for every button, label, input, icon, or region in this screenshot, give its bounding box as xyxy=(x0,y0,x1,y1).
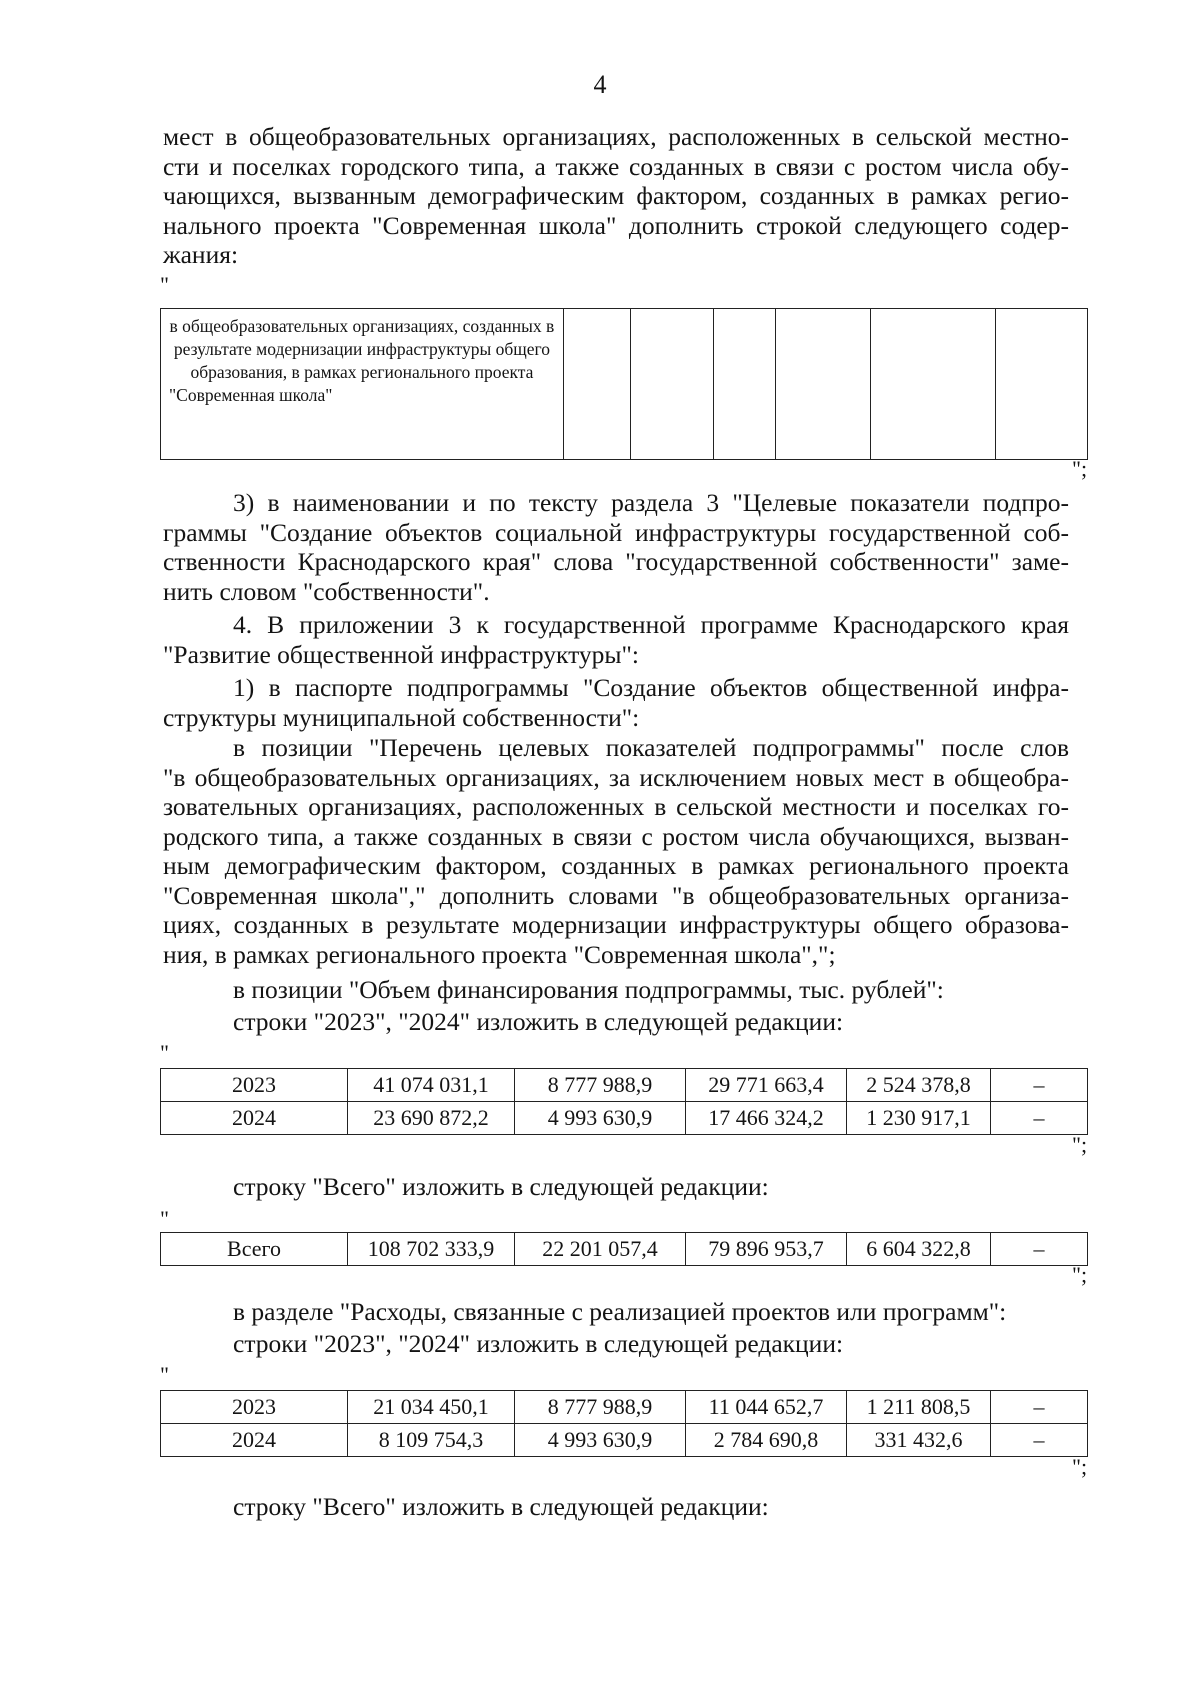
text-line: зовательных организациях, расположенных в сельской местности и поселках го- xyxy=(163,792,1069,821)
table-cell-dash: – xyxy=(991,1233,1088,1266)
table-cell-value: 1 211 808,5 xyxy=(847,1391,991,1424)
paragraph-position xyxy=(163,733,1069,969)
table-cell-value: 29 771 663,4 xyxy=(686,1069,847,1102)
table-cell-value: 23 690 872,2 xyxy=(348,1102,515,1135)
indicator-table xyxy=(160,308,1088,460)
financing-table xyxy=(160,1068,1088,1135)
table-cell-value: 22 201 057,4 xyxy=(515,1233,686,1266)
table-cell-empty xyxy=(995,309,1087,460)
table-cell-empty xyxy=(630,309,713,460)
opening-quote: " xyxy=(160,1362,169,1387)
text-line-total-2: строку "Всего" изложить в следующей редакции: xyxy=(233,1492,769,1521)
table-cell-description: в общеобразовательных организациях, созданных в результате модернизации инфраструктуры общего образования, в рамках регионального проекта "Современная школа" xyxy=(161,309,564,460)
text-line-volume: в позиции "Объем финансирования подпрограммы, тыс. рублей": xyxy=(233,975,944,1004)
paragraph-4 xyxy=(163,610,1069,669)
table-cell-value: 17 466 324,2 xyxy=(686,1102,847,1135)
table-cell-dash: – xyxy=(991,1102,1088,1135)
text-line: жания: xyxy=(163,240,239,269)
opening-quote: " xyxy=(160,1040,169,1065)
text-line-rows: строки "2023", "2024" изложить в следующей редакции: xyxy=(233,1007,844,1036)
table-cell-dash: – xyxy=(991,1391,1088,1424)
table-cell-value: 41 074 031,1 xyxy=(348,1069,515,1102)
total-table xyxy=(160,1232,1088,1266)
table-row xyxy=(161,1069,1088,1102)
closing-quote: "; xyxy=(1072,1262,1088,1287)
closing-quote: "; xyxy=(1072,1454,1088,1479)
expenses-table xyxy=(160,1390,1088,1457)
table-row xyxy=(161,1424,1088,1457)
table-cell-value: 2 784 690,8 xyxy=(686,1424,847,1457)
page-number: 4 xyxy=(593,70,607,99)
text-line-total: строку "Всего" изложить в следующей редакции: xyxy=(233,1172,769,1201)
text-line: чающихся, вызванным демографическим фактором, созданных в рамках регио- xyxy=(163,181,1069,210)
text-line: нить словом "собственности". xyxy=(163,576,490,606)
table-cell-value: 4 993 630,9 xyxy=(515,1102,686,1135)
table-cell-value: 8 777 988,9 xyxy=(515,1069,686,1102)
text-line: мест в общеобразовательных организациях, расположенных в сельской местно- xyxy=(163,122,1069,151)
table-row xyxy=(161,1391,1088,1424)
table-cell-value: 79 896 953,7 xyxy=(686,1233,847,1266)
text-line: 1) в паспорте подпрограммы "Создание объектов общественной инфра- xyxy=(233,673,1069,702)
table-cell-value: 1 230 917,1 xyxy=(847,1102,991,1135)
table-cell-year: 2024 xyxy=(161,1102,348,1135)
text-line: ственности Краснодарского края" слова "государственной собственности" заме- xyxy=(163,547,1069,576)
table-cell-empty xyxy=(776,309,871,460)
intro-paragraph xyxy=(163,122,1069,270)
table-cell-dash: – xyxy=(991,1424,1088,1457)
text-line: 3) в наименовании и по тексту раздела 3 "Целевые показатели подпро- xyxy=(233,488,1069,517)
table-cell-value: 11 044 652,7 xyxy=(686,1391,847,1424)
table-cell-label: Всего xyxy=(161,1233,348,1266)
text-line: родского типа, а также созданных в связи с ростом числа обучающихся, вызван- xyxy=(163,821,1069,851)
table-cell-empty xyxy=(563,309,630,460)
text-line: 4. В приложении 3 к государственной программе Краснодарского края xyxy=(233,610,1069,639)
text-line: "Современная школа"," дополнить словами "в общеобразовательных организа- xyxy=(163,880,1069,910)
table-cell-value: 6 604 322,8 xyxy=(847,1233,991,1266)
closing-quote: "; xyxy=(1072,456,1088,481)
text-line-section: в разделе "Расходы, связанные с реализацией проектов или программ": xyxy=(233,1297,1007,1326)
text-line: ния, в рамках регионального проекта "Современная школа","; xyxy=(163,939,836,969)
table-cell-year: 2024 xyxy=(161,1424,348,1457)
table-cell-value: 331 432,6 xyxy=(847,1424,991,1457)
table-row xyxy=(161,1233,1088,1266)
table-cell-year: 2023 xyxy=(161,1069,348,1102)
table-cell-value: 108 702 333,9 xyxy=(348,1233,515,1266)
text-line: "Развитие общественной инфраструктуры": xyxy=(163,639,640,669)
text-line: граммы "Создание объектов социальной инфраструктуры государственной соб- xyxy=(163,517,1069,547)
table-row xyxy=(161,309,1088,460)
text-line: ным демографическим фактором, созданных в рамках регионального проекта xyxy=(163,851,1069,880)
paragraph-4-1 xyxy=(163,673,1069,732)
table-cell-value: 21 034 450,1 xyxy=(348,1391,515,1424)
table-cell-value: 2 524 378,8 xyxy=(847,1069,991,1102)
text-line: сти и поселках городского типа, а также созданных в связи с ростом числа обу- xyxy=(163,151,1069,181)
table-cell-empty xyxy=(714,309,776,460)
text-line: циях, созданных в результате модернизации инфраструктуры общего образова- xyxy=(163,910,1069,939)
table-cell-value: 8 109 754,3 xyxy=(348,1424,515,1457)
text-line: структуры муниципальной собственности": xyxy=(163,702,640,732)
table-cell-dash: – xyxy=(991,1069,1088,1102)
table-cell-value: 8 777 988,9 xyxy=(515,1391,686,1424)
table-cell-value: 4 993 630,9 xyxy=(515,1424,686,1457)
table-cell-empty xyxy=(870,309,995,460)
table-row xyxy=(161,1102,1088,1135)
paragraph-3 xyxy=(163,488,1069,606)
table-cell-year: 2023 xyxy=(161,1391,348,1424)
text-line: нального проекта "Современная школа" дополнить строкой следующего содер- xyxy=(163,210,1069,240)
text-line: в позиции "Перечень целевых показателей подпрограммы" после слов xyxy=(233,733,1069,762)
text-line: "в общеобразовательных организациях, за исключением новых мест в общеобра- xyxy=(163,762,1069,792)
text-line-rows-2: строки "2023", "2024" изложить в следующей редакции: xyxy=(233,1329,844,1358)
opening-quote: " xyxy=(160,272,169,297)
opening-quote: " xyxy=(160,1206,169,1231)
closing-quote: "; xyxy=(1072,1132,1088,1157)
